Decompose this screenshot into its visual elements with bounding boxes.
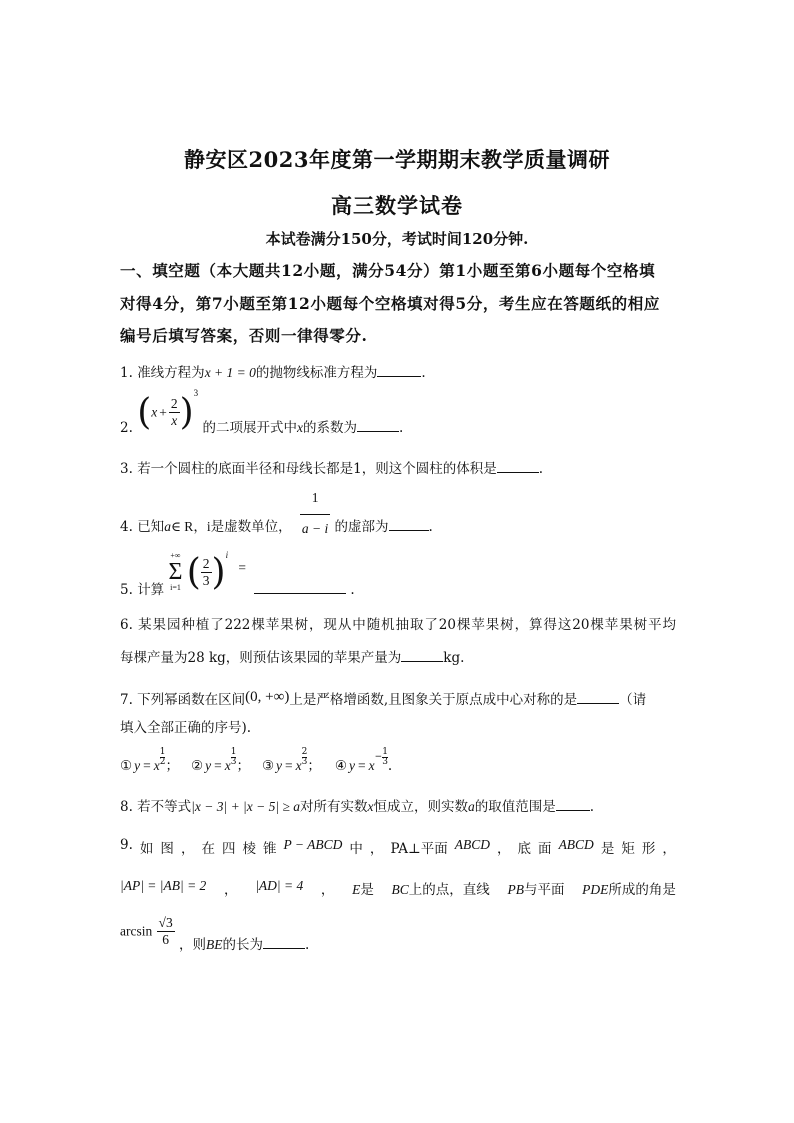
q9-comma1: ，	[224, 882, 238, 898]
q4-fraction	[300, 491, 330, 536]
q7-option-exp-denominator: 3	[301, 757, 308, 767]
q9-angle-is: 所成的角是	[608, 882, 676, 898]
q9-line1-token: ，	[180, 841, 195, 857]
question-9-line3	[120, 916, 309, 953]
q8-pre: 8. 若不等式	[120, 799, 192, 815]
q7-option-separator: ；	[165, 758, 179, 774]
q7-option	[120, 748, 179, 774]
q9-PDE: PDE	[582, 882, 609, 897]
q7-option	[335, 748, 392, 774]
q9-E: E	[352, 882, 361, 897]
q4-end: .	[428, 519, 433, 535]
q4-numerator: 1	[311, 490, 319, 505]
exam-subtitle: 高三数学试卷	[331, 193, 463, 218]
q7-option-y: y	[205, 758, 212, 773]
q2-plus: +	[159, 404, 167, 420]
q4-in-R: ∈ R	[170, 519, 194, 534]
q1-pre: 准线方程为	[137, 365, 205, 381]
section1-line2: 对得4分，第7小题至第12小题每个空格填对得5分，考生应在答题纸的相应	[120, 294, 660, 313]
q9-line1-token: 9.	[120, 837, 133, 853]
q5-pre: 计算	[137, 582, 165, 598]
question-7-line1	[120, 688, 646, 708]
question-4	[120, 491, 433, 536]
q6-unit: kg.	[443, 650, 465, 666]
q6-line2-text: 每棵产量为28 kg，则预估该果园的苹果产量为	[120, 650, 402, 666]
q9-end: .	[305, 937, 310, 954]
q5-expression: ( $\frac{2}{3}$ )$^i$	[186, 550, 229, 593]
q7-answer-blank	[577, 689, 619, 704]
q9-line1-token: PA⊥平面	[390, 841, 448, 857]
q2-post: 的系数为	[302, 420, 357, 436]
q7-option-exp-numerator: 1	[159, 747, 166, 757]
q5-denominator: 3	[202, 572, 210, 588]
q4-answer-blank	[389, 516, 429, 531]
q7-interval: (0, +∞)	[245, 689, 290, 705]
q7-option-eq: =	[214, 758, 222, 773]
q7-option	[191, 748, 250, 774]
question-7-options	[120, 748, 404, 774]
section1-line3: 编号后填写答案，否则一律得零分.	[120, 326, 368, 345]
q7-line2-text: 填入全部正确的序号).	[120, 720, 252, 736]
q3-number: 3.	[120, 461, 133, 477]
q2-end: .	[398, 420, 404, 436]
q5-sum-lower: i=1	[170, 583, 181, 592]
q7-option-exp-numerator: 1	[230, 747, 237, 757]
q4-i: i	[206, 519, 211, 534]
q4-comma: ，	[193, 519, 207, 535]
q5-sigma: Σ	[168, 559, 183, 585]
q2-var: x	[296, 420, 303, 435]
question-9-line1	[120, 837, 676, 857]
q7-option-exponent	[375, 748, 388, 767]
q9-BE: BE	[206, 937, 223, 953]
question-6-line1	[120, 613, 676, 633]
q5-number: 5.	[120, 582, 133, 598]
q9-and-plane: 与平面	[523, 882, 565, 898]
q7-option-separator: .	[387, 758, 393, 774]
q9-line1-token: 是	[600, 841, 615, 857]
q9-line1-token: 在	[201, 841, 215, 857]
q7-option-x: x	[295, 758, 302, 773]
q9-answer-blank	[263, 934, 305, 949]
q2-answer-blank	[357, 417, 399, 432]
q7-option-eq: =	[358, 758, 366, 773]
q2-numerator: 2	[170, 395, 178, 411]
q9-line1-token: 棱	[242, 841, 256, 857]
question-3	[120, 457, 543, 477]
q7-option-x: x	[153, 758, 160, 773]
question-8	[120, 795, 594, 815]
q9-arcsin: arcsin	[120, 923, 153, 939]
q4-pre: 已知	[137, 519, 165, 535]
q9-is: 是	[360, 882, 374, 898]
q2-expression: (x + $\frac{2}{x}$ )$^3$	[137, 388, 199, 433]
q7-option-exp-numerator: 1	[382, 747, 388, 757]
q5-summation	[168, 552, 182, 592]
q7-option-mark: ③	[261, 758, 275, 774]
question-9-line2	[120, 878, 676, 898]
q9-on-point: 上的点，直线	[408, 882, 490, 898]
q9-ad: |AD| = 4	[255, 878, 304, 893]
q7-option-y: y	[276, 758, 283, 773]
q7-option-y: y	[349, 758, 356, 773]
q7-option-x: x	[224, 758, 231, 773]
q2-exponent: 3	[193, 388, 199, 398]
q9-line1-token: 底	[517, 841, 532, 857]
q7-post: （请	[619, 692, 647, 708]
q2-fraction	[169, 397, 180, 428]
q7-pre: 7. 下列幂函数在区间	[120, 692, 246, 708]
q3-text: 若一个圆柱的底面半径和母线长都是1，则这个圆柱的体积是	[137, 461, 497, 477]
q9-BC: BC	[391, 882, 409, 897]
question-6-line2	[120, 646, 464, 666]
q5-answer-blank	[254, 579, 346, 594]
q9-line1-token: 四	[221, 841, 236, 857]
q7-option-exp-denominator: 3	[230, 757, 237, 767]
q5-fraction	[201, 557, 212, 588]
q7-mid: 上是严格增函数,且图象关于原点成中心对称的是	[289, 692, 578, 708]
q7-option-exp-sign: −	[374, 752, 383, 762]
section1-line1: 一、填空题（本大题共12小题，满分54分）第1小题至第6小题每个空格填	[120, 261, 656, 280]
q7-option-separator: ；	[236, 758, 250, 774]
q9-line1-token: 中	[349, 841, 363, 857]
q4-post: 的虚部为	[334, 519, 389, 535]
q8-post: 的取值范围是	[474, 799, 556, 815]
q6-line1-text: 6. 某果园种植了222棵苹果树，现从中随机抽取了20棵苹果树，算得这20棵苹果树平均	[120, 617, 676, 633]
q1-answer-blank	[377, 362, 421, 377]
question-2	[120, 388, 404, 440]
q8-answer-blank	[556, 796, 590, 811]
q7-option-exp-denominator: 3	[382, 757, 388, 767]
q9-line1-token: 面	[538, 841, 552, 857]
q9-length-of: 的长为	[222, 937, 263, 954]
q9-line1-token: ，	[662, 841, 676, 857]
q8-x: x	[367, 799, 374, 814]
question-5	[120, 552, 355, 598]
exam-title: 静安区2023年度第一学期期末教学质量调研	[184, 147, 610, 172]
q2-denominator: x	[169, 412, 180, 429]
q9-PB: PB	[507, 882, 524, 897]
q3-answer-blank	[497, 458, 539, 473]
q7-option-mark: ①	[120, 758, 133, 774]
q9-then: ，则	[179, 937, 206, 954]
q8-mid: 对所有实数	[300, 799, 368, 815]
q7-option-x: x	[368, 758, 375, 773]
q8-inequality: |x − 3| + |x − 5| ≥ a	[191, 799, 300, 814]
q7-option-mark: ④	[334, 758, 348, 774]
q9-line1-token: 锥	[263, 841, 277, 857]
q4-a: a	[164, 519, 171, 534]
question-7-line2	[120, 716, 251, 736]
q9-line1-token: 图	[160, 841, 174, 857]
q9-line1-token: 如	[139, 841, 154, 857]
q8-a: a	[468, 799, 475, 814]
q2-number: 2.	[120, 420, 133, 436]
q1-end: .	[421, 365, 426, 381]
q1-post: 的抛物线标准方程为	[255, 365, 378, 381]
q9-line1-token: ABCD	[558, 837, 594, 852]
q9-line1-token: 形	[641, 841, 656, 857]
q9-line1-token: 矩	[621, 841, 635, 857]
q5-numerator: 2	[202, 555, 210, 571]
q7-option-exp-numerator: 2	[301, 747, 308, 757]
q7-option-exp-denominator: 2	[159, 757, 166, 767]
q1-number: 1.	[120, 365, 133, 381]
q5-sum-upper: +∞	[170, 551, 181, 560]
q4-number: 4.	[120, 519, 133, 535]
exam-note: 本试卷满分150分，考试时间120分钟.	[265, 230, 529, 248]
q7-option-y: y	[134, 758, 141, 773]
q1-equation: x + 1 = 0	[204, 365, 256, 380]
q3-end: .	[538, 461, 544, 477]
question-1	[120, 361, 426, 381]
q9-line1-token: P − ABCD	[283, 837, 343, 852]
q9-ap-ab: |AP| = |AB| = 2	[120, 878, 207, 893]
q9-line1-token: ABCD	[454, 837, 490, 852]
q7-option-eq: =	[285, 758, 293, 773]
q9-denominator: 6	[157, 931, 175, 948]
q7-option-eq: =	[143, 758, 151, 773]
q6-answer-blank	[401, 647, 443, 662]
q2-pre: 的二项展开式中	[202, 420, 297, 436]
q9-line1-token: ，	[497, 841, 511, 857]
q7-option-separator: ；	[307, 758, 321, 774]
q9-line1-token: ，	[369, 841, 384, 857]
q8-mid2: 恒成立，则实数	[373, 799, 468, 815]
q9-numerator: √3	[158, 915, 173, 930]
q5-equals: =	[238, 560, 247, 575]
q8-end: .	[589, 799, 595, 815]
q9-comma2: ，	[320, 882, 335, 898]
q2-x: x	[151, 404, 158, 420]
q5-exponent: i	[225, 550, 229, 560]
q5-end: .	[350, 582, 355, 598]
q4-mid: 是虚数单位，	[210, 519, 292, 535]
q4-denominator: a − i	[300, 514, 330, 537]
q9-fraction	[157, 916, 175, 947]
q7-option	[262, 748, 321, 774]
q7-option-mark: ②	[190, 758, 204, 774]
